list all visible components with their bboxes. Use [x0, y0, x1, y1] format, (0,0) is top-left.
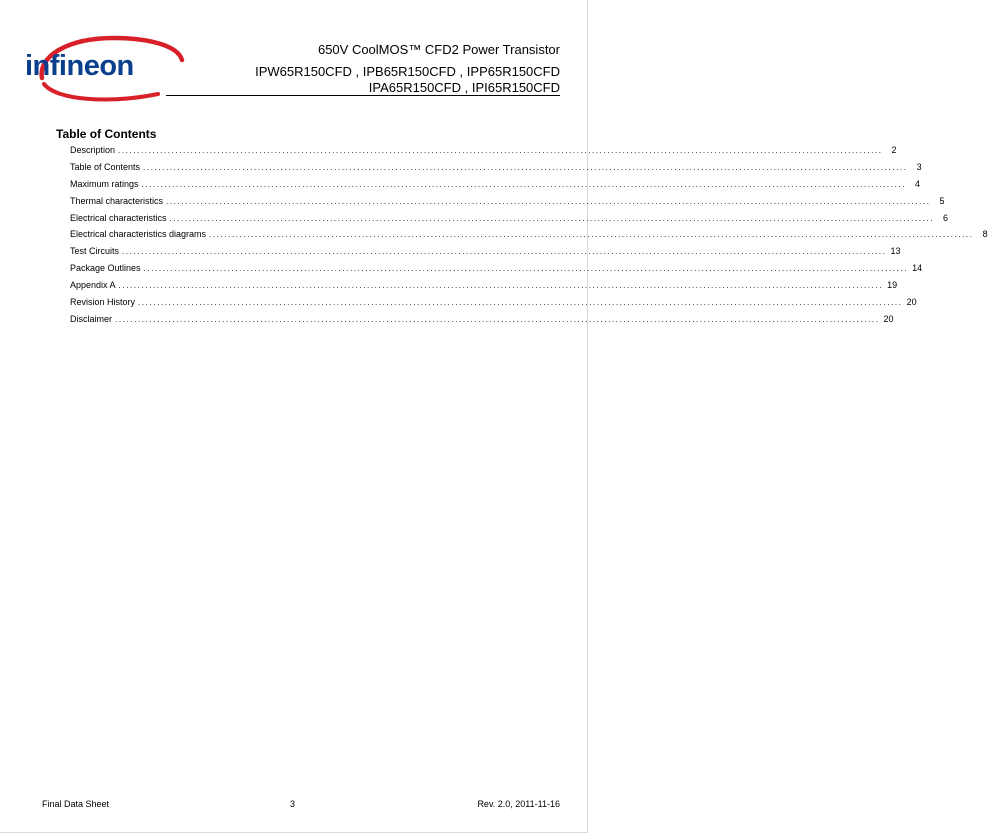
- toc-entry-label: Test Circuits: [70, 246, 120, 257]
- footer-doc-type: Final Data Sheet: [42, 799, 110, 809]
- toc-entry-page: 20: [906, 297, 917, 308]
- toc-entry[interactable]: [70, 246, 901, 263]
- document-title: 650V CoolMOS™ CFD2 Power Transistor: [317, 42, 560, 57]
- toc-leader-dots: ........................................................................................................................................................................................................: [143, 162, 908, 172]
- toc-entry[interactable]: [70, 145, 897, 162]
- toc-entry-label: Appendix A: [70, 280, 116, 291]
- toc-leader-dots: ........................................................................................................................................................................................................: [115, 314, 880, 324]
- toc-entry-page: 4: [915, 178, 921, 189]
- toc-leader-dots: ........................................................................................................................................................................................................: [143, 264, 909, 274]
- part-numbers-line-2: IPA65R150CFD , IPI65R150CFD: [368, 80, 560, 95]
- page-edge-right: [587, 0, 588, 833]
- toc-entry-label: Electrical characteristics: [70, 212, 167, 223]
- header-rule: [166, 95, 560, 96]
- toc-entry[interactable]: [70, 161, 922, 179]
- toc-leader-dots: ........................................................................................................................................................................................................: [118, 281, 884, 291]
- toc-entry[interactable]: [70, 313, 894, 331]
- toc-entry-label: Electrical characteristics diagrams: [70, 229, 207, 240]
- toc-entry-label: Maximum ratings: [70, 178, 139, 189]
- toc-entry-page: 3: [916, 161, 922, 172]
- toc-entry[interactable]: [70, 280, 898, 297]
- table-of-contents: [70, 145, 988, 331]
- footer-page-number: 3: [290, 799, 296, 809]
- toc-entry[interactable]: [70, 212, 949, 230]
- toc-entry-label: Table of Contents: [70, 161, 141, 172]
- toc-entry[interactable]: [70, 229, 988, 246]
- logo-wordmark: infineon: [25, 50, 134, 82]
- toc-entry[interactable]: [70, 195, 945, 213]
- toc-entry-page: 8: [982, 229, 988, 240]
- toc-leader-dots: ........................................................................................................................................................................................................: [209, 230, 974, 240]
- toc-leader-dots: ........................................................................................................................................................................................................: [141, 179, 907, 189]
- toc-entry-page: 6: [943, 212, 949, 223]
- footer-revision: Rev. 2.0, 2011-11-16: [477, 799, 560, 809]
- toc-entry-label: Thermal characteristics: [70, 195, 164, 206]
- toc-entry[interactable]: [70, 297, 917, 314]
- toc-leader-dots: ........................................................................................................................................................................................................: [138, 298, 903, 308]
- toc-entry-label: Package Outlines: [70, 263, 141, 274]
- toc-leader-dots: ........................................................................................................................................................................................................: [122, 247, 887, 257]
- toc-entry-page: 5: [939, 195, 945, 206]
- toc-entry-page: 19: [887, 280, 898, 291]
- toc-heading: Table of Contents: [56, 127, 157, 141]
- toc-entry[interactable]: [70, 263, 923, 280]
- part-numbers-line-1: IPW65R150CFD , IPB65R150CFD , IPP65R150CFD: [255, 64, 560, 79]
- toc-entry-page: 2: [891, 145, 897, 155]
- toc-entry-page: 14: [912, 263, 923, 274]
- toc-entry-page: 13: [890, 246, 901, 257]
- toc-leader-dots: ........................................................................................................................................................................................................: [169, 213, 935, 223]
- toc-entry-label: Disclaimer: [70, 313, 113, 324]
- toc-entry-label: Description: [70, 145, 116, 155]
- toc-leader-dots: ........................................................................................................................................................................................................: [118, 146, 883, 155]
- toc-entry-page: 20: [883, 313, 894, 324]
- toc-leader-dots: ........................................................................................................................................................................................................: [166, 196, 931, 206]
- toc-entry-label: Revision History: [70, 297, 136, 308]
- toc-entry[interactable]: [70, 178, 921, 196]
